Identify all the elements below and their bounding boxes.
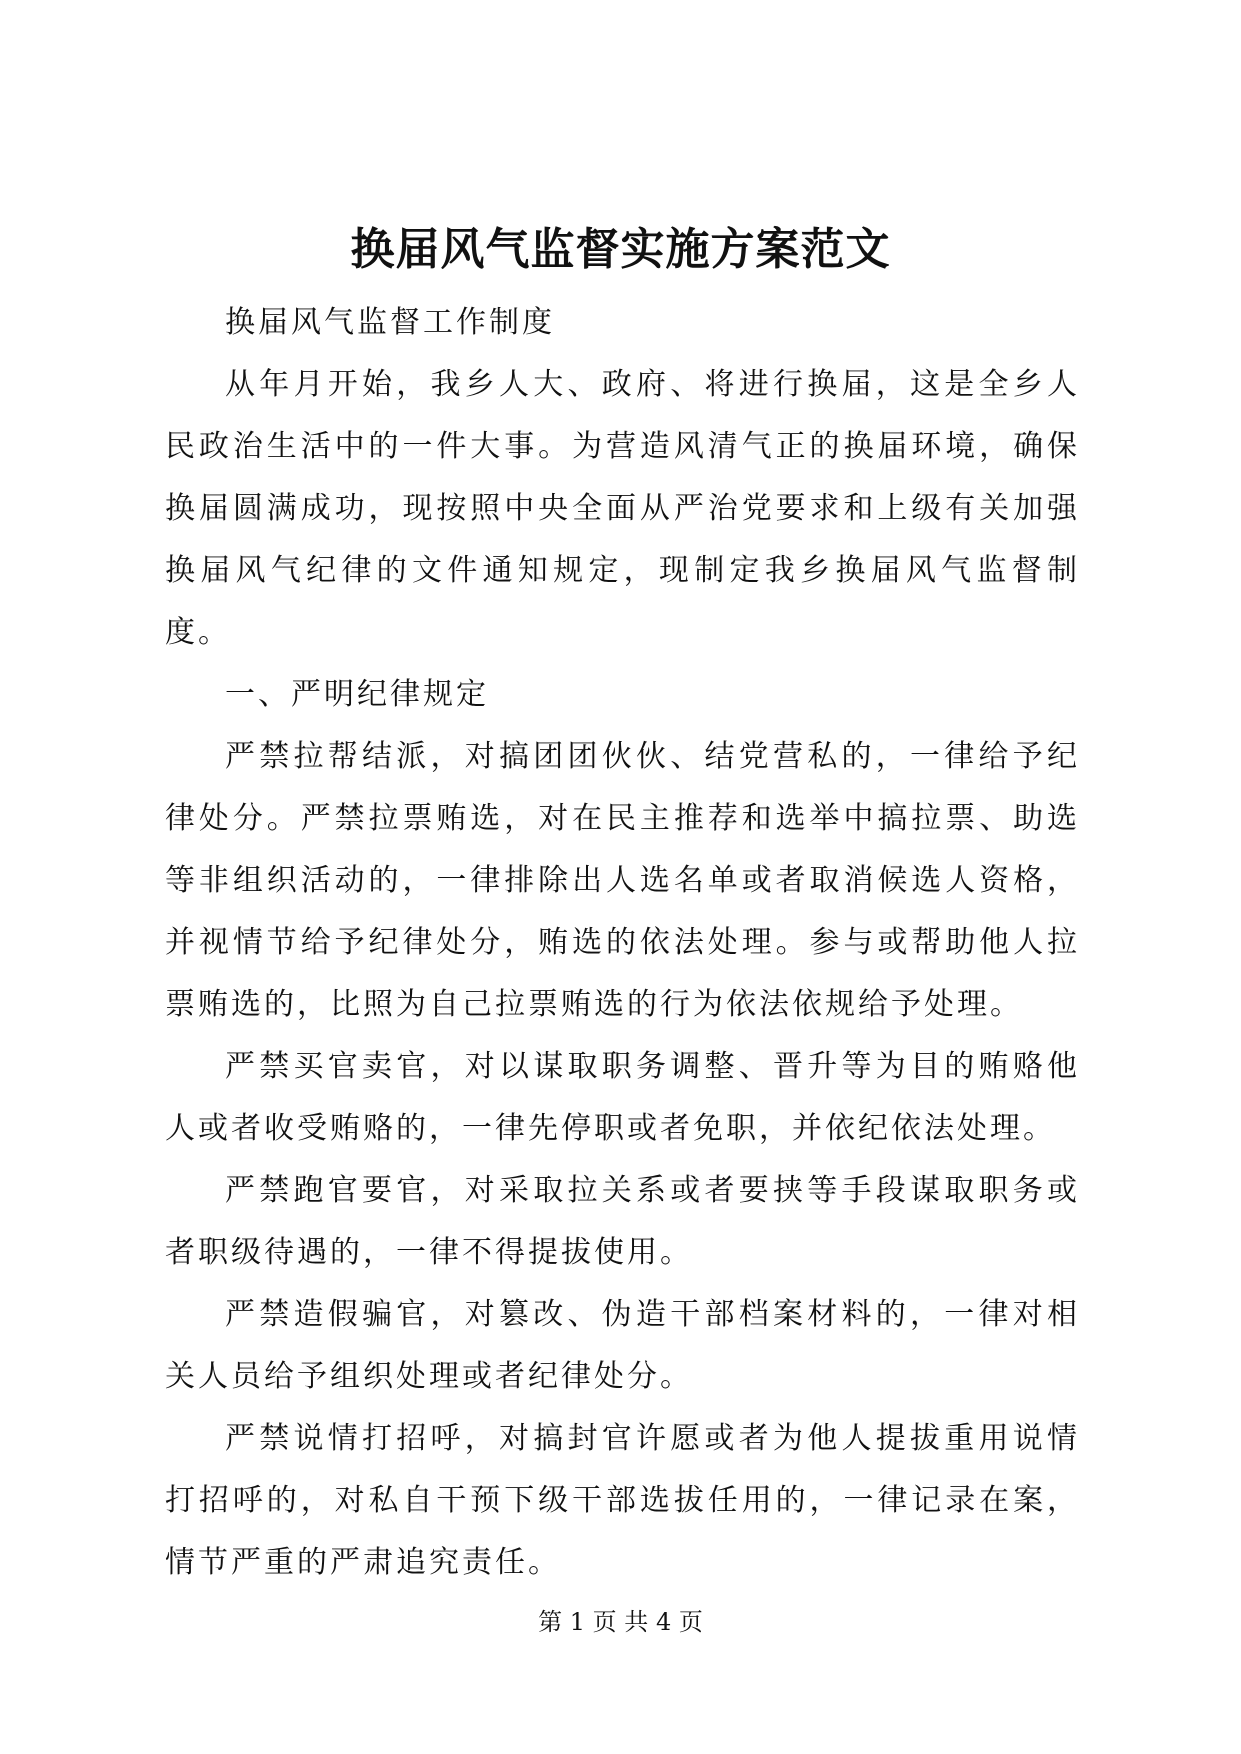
paragraph-subtitle: 换届风气监督工作制度 [225, 305, 555, 340]
page-number-footer: 第 1 页 共 4 页 [538, 1608, 703, 1636]
document-body [165, 292, 1080, 1594]
paragraph-rule-2: 严禁买官卖官，对以谋取职务调整、晋升等为目的贿赂他人或者收受贿赂的，一律先停职或者免职，并依纪依法处理。 [165, 1049, 1080, 1146]
paragraph-rule-4: 严禁造假骗官，对篡改、伪造干部档案材料的，一律对相关人员给予组织处理或者纪律处分。 [165, 1297, 1080, 1394]
paragraph-rule-1: 严禁拉帮结派，对搞团团伙伙、结党营私的，一律给予纪律处分。严禁拉票贿选，对在民主推荐和选举中搞拉票、助选等非组织活动的，一律排除出人选名单或者取消候选人资格，并视情节给予纪律处分，贿选的依法处理。参与或帮助他人拉票贿选的，比照为自己拉票贿选的行为依法依规给予处理。 [165, 739, 1080, 1022]
paragraph-rule-3: 严禁跑官要官，对采取拉关系或者要挟等手段谋取职务或者职级待遇的，一律不得提拔使用。 [165, 1173, 1080, 1270]
paragraph-rule-5: 严禁说情打招呼，对搞封官许愿或者为他人提拔重用说情打招呼的，对私自干预下级干部选拔任用的，一律记录在案，情节严重的严肃追究责任。 [165, 1421, 1080, 1580]
section-heading: 一、严明纪律规定 [225, 677, 489, 712]
paragraph-intro: 从年月开始，我乡人大、政府、将进行换届，这是全乡人民政治生活中的一件大事。为营造风清气正的换届环境，确保换届圆满成功，现按照中央全面从严治党要求和上级有关加强换届风气纪律的文件通知规定，现制定我乡换届风气监督制度。 [165, 367, 1080, 650]
document-title: 换届风气监督实施方案范文 [350, 224, 891, 275]
